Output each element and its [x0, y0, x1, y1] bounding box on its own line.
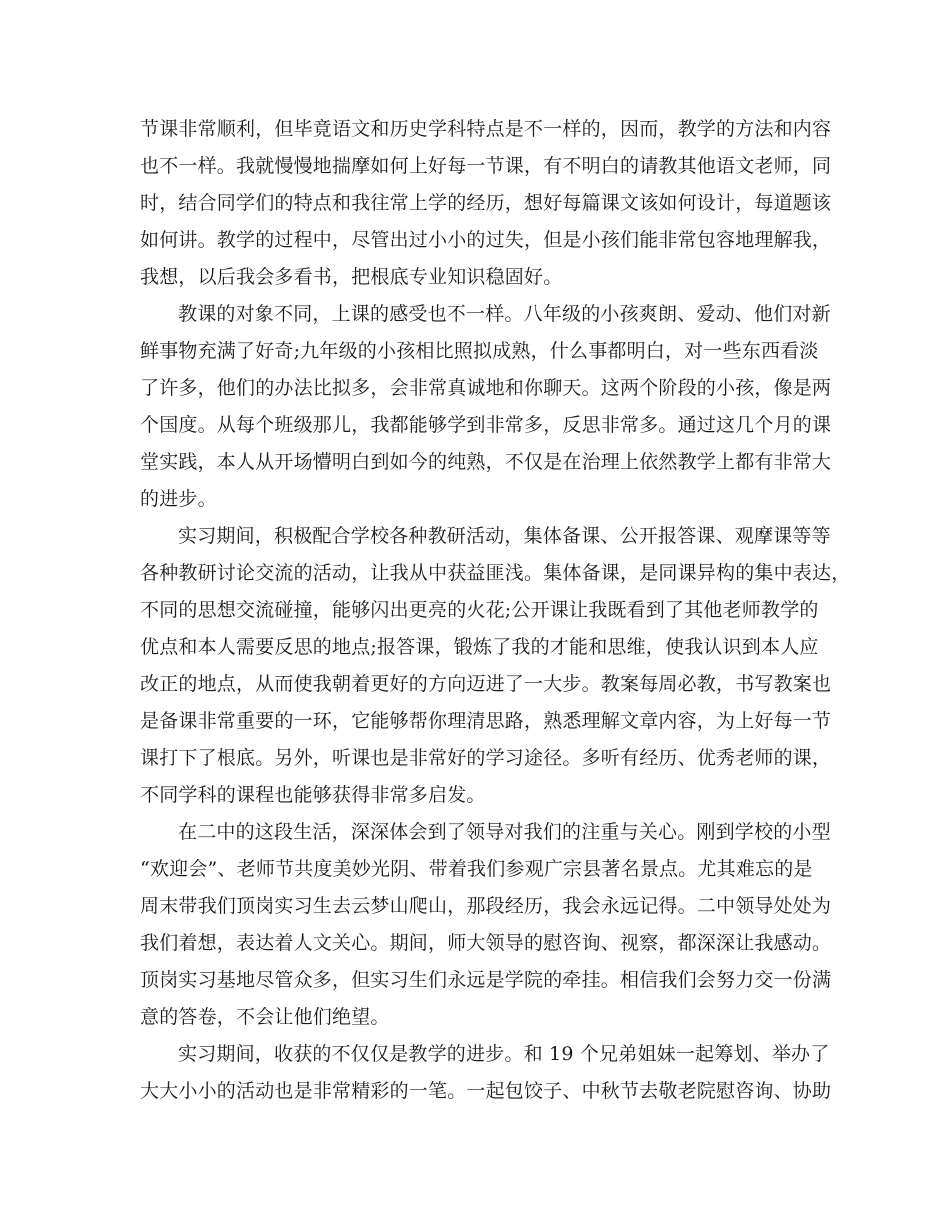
paragraph-first-line: 实习期间，收获的不仅仅是教学的进步。和 19 个兄弟姐妹一起筹划、举办了	[178, 1043, 830, 1065]
text-line: 时，结合同学们的特点和我往常上学的经历，想好每篇课文该如何设计，每道题该	[140, 192, 832, 214]
text-line: 如何讲。教学的过程中，尽管出过小小的过失，但是小孩们能非常包容地理解我，	[140, 229, 832, 251]
text-line: 不同的思想交流碰撞，能够闪出更亮的火花;公开课让我既看到了其他老师教学的	[140, 599, 819, 621]
text-line: 个国度。从每个班级那儿，我都能够学到非常多，反思非常多。通过这几个月的课	[140, 414, 832, 436]
text-line: 鲜事物充满了好奇;九年级的小孩相比照拟成熟，什么事都明白，对一些东西看淡	[140, 340, 819, 362]
text-line: “欢迎会”、老师节共度美妙光阴、带着我们参观广宗县著名景点。尤其难忘的是	[140, 858, 813, 880]
text-line: 也不一样。我就慢慢地揣摩如何上好每一节课，有不明白的请教其他语文老师，同	[140, 155, 832, 177]
paragraph-first-line: 在二中的这段生活，深深体会到了领导对我们的注重与关心。刚到学校的小型	[178, 821, 831, 843]
paragraph-first-line: 实习期间，积极配合学校各种教研活动，集体备课、公开报答课、观摩课等等	[178, 525, 831, 547]
text-line: 我们着想，表达着人文关心。期间，师大领导的慰咨询、视察，都深深让我感动。	[140, 932, 832, 954]
text-line: 顶岗实习基地尽管众多，但实习生们永远是学院的牵挂。相信我们会努力交一份满	[140, 969, 832, 991]
text-line: 周末带我们顶岗实习生去云梦山爬山，那段经历，我会永远记得。二中领导处处为	[140, 895, 832, 917]
text-line: 的进步。	[140, 488, 217, 510]
text-line: 我想，以后我会多看书，把根底专业知识稳固好。	[140, 266, 563, 288]
text-line: 了许多，他们的办法比拟多，会非常真诚地和你聊天。这两个阶段的小孩，像是两	[140, 377, 832, 399]
paragraph-first-line: 教课的对象不同，上课的感受也不一样。八年级的小孩爽朗、爱动、他们对新	[178, 303, 831, 325]
text-line: 优点和本人需要反思的地点;报答课，锻炼了我的才能和思维，使我认识到本人应	[140, 636, 819, 658]
text-line: 课打下了根底。另外，听课也是非常好的学习途径。多听有经历、优秀老师的课，	[140, 747, 832, 769]
text-line: 改正的地点，从而使我朝着更好的方向迈进了一大步。教案每周必教，书写教案也	[140, 673, 832, 695]
text-line: 意的答卷，不会让他们绝望。	[140, 1006, 390, 1028]
text-line: 堂实践，本人从开场懵明白到如今的纯熟，不仅是在治理上依然教学上都有非常大	[140, 451, 832, 473]
document-body	[140, 111, 851, 1110]
text-line: 不同学科的课程也能够获得非常多启发。	[140, 784, 486, 806]
text-line: 节课非常顺利，但毕竟语文和历史学科特点是不一样的，因而，教学的方法和内容	[140, 118, 832, 140]
text-line: 是备课非常重要的一环，它能够帮你理清思路，熟悉理解文章内容，为上好每一节	[140, 710, 832, 732]
text-line: 各种教研讨论交流的活动，让我从中获益匪浅。集体备课，是同课异构的集中表达，	[140, 562, 851, 584]
text-line: 大大小小的活动也是非常精彩的一笔。一起包饺子、中秋节去敬老院慰咨询、协助	[140, 1080, 832, 1102]
